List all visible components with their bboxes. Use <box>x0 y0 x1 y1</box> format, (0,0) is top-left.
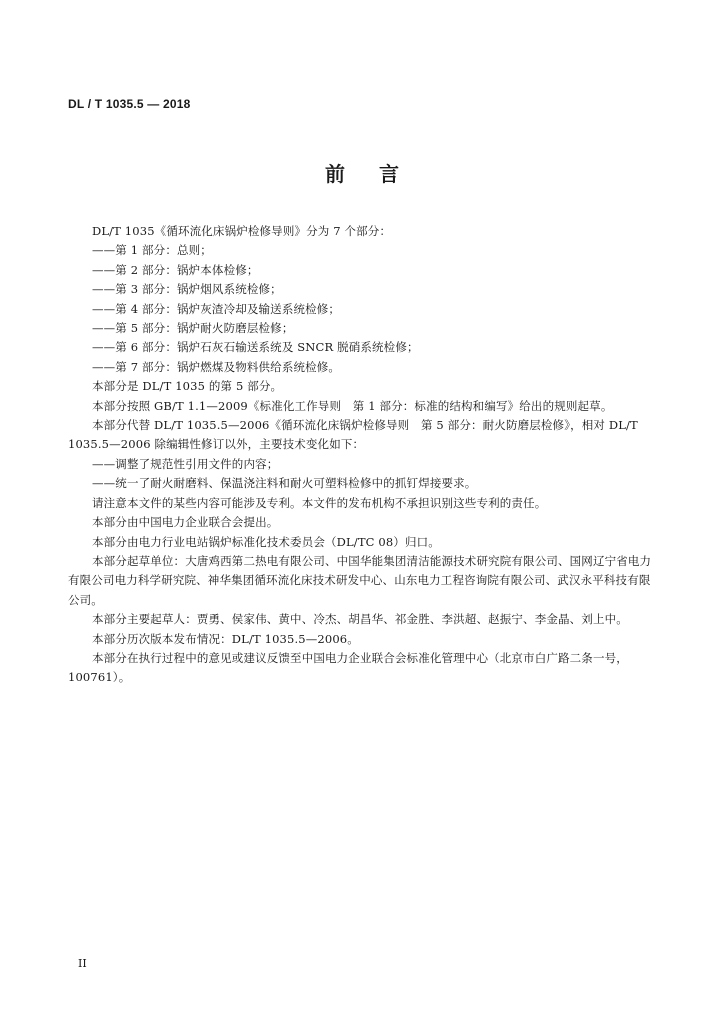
change-list-item: ——调整了规范性引用文件的内容； <box>92 456 279 471</box>
intro-paragraph: DL/T 1035《循环流化床锅炉检修导则》分为 7 个部分： <box>92 224 392 238</box>
foreword-body <box>68 222 656 688</box>
standard-code: DL / T 1035.5 — 2018 <box>68 97 191 111</box>
part-list-item: ——第 2 部分：锅炉本体检修； <box>92 262 259 277</box>
page-number: II <box>78 957 87 970</box>
change-list-item: ——统一了耐火耐磨料、保温浇注料和耐火可塑料检修中的抓钉焊接要求。 <box>92 476 477 491</box>
feedback-paragraph: 本部分在执行过程中的意见或建议反馈至中国电力企业联合会标准化管理中心（北京市白广路二条一号，100761）。 <box>68 650 628 685</box>
history-paragraph: 本部分历次版本发布情况：DL/T 1035.5—2006。 <box>92 631 359 646</box>
page-title <box>0 158 724 187</box>
drafting-rules-paragraph: 本部分按照 GB/T 1.1—2009《标准化工作导则 第 1 部分：标准的结构和编写》给出的规则起草。 <box>92 398 613 413</box>
part-list-item: ——第 4 部分：锅炉灰渣冷却及输送系统检修； <box>92 301 341 316</box>
part-list-item: ——第 5 部分：锅炉耐火防磨层检修； <box>92 321 294 336</box>
title-char-1: 前 <box>325 162 345 186</box>
proposer-paragraph: 本部分由中国电力企业联合会提出。 <box>92 515 279 530</box>
drafting-units-paragraph: 本部分起草单位：大唐鸡西第二热电有限公司、中国华能集团清洁能源技术研究院有限公司、国网辽宁省电力有限公司电力科学研究院、神华集团循环流化床技术研发中心、山东电力工程咨询院有限公司、武汉永平科技有限公司。 <box>68 553 652 607</box>
part-list-item: ——第 7 部分：锅炉燃煤及物料供给系统检修。 <box>92 359 341 374</box>
patent-paragraph: 请注意本文件的某些内容可能涉及专利。本文件的发布机构不承担识别这些专利的责任。 <box>92 495 547 510</box>
this-part-paragraph: 本部分是 DL/T 1035 的第 5 部分。 <box>92 379 283 394</box>
part-list-item: ——第 3 部分：锅炉烟风系统检修； <box>92 282 282 297</box>
part-list-item: ——第 1 部分：总则； <box>92 243 212 258</box>
part-list-item: ——第 6 部分：锅炉石灰石输送系统及 SNCR 脱硝系统检修； <box>92 340 419 355</box>
drafters-paragraph: 本部分主要起草人：贾勇、侯家伟、黄中、冷杰、胡昌华、祁金胜、李洪超、赵振宁、李金晶、刘上中。 <box>92 612 628 627</box>
replaces-paragraph: 本部分代替 DL/T 1035.5—2006《循环流化床锅炉检修导则 第 5 部分：耐火防磨层检修》，相对 DL/T 1035.5—2006 除编辑性修订以外，主要技术变化如下： <box>68 418 638 452</box>
title-char-2: 言 <box>379 162 399 186</box>
centralized-paragraph: 本部分由电力行业电站锅炉标准化技术委员会（DL/TC 08）归口。 <box>92 534 440 549</box>
